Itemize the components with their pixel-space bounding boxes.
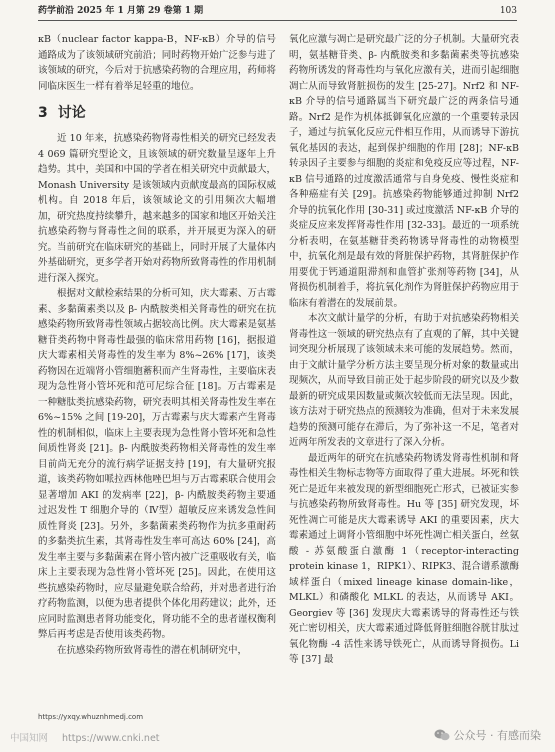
discussion-paragraph-3: 在抗感染药物所致肾毒性的潜在机制研究中， <box>57 644 248 656</box>
section-title: 讨论 <box>57 105 86 121</box>
discussion-paragraph-2: 根据对文献检索结果的分析可知，庆大霉素、万古霉素、多黏菌素类以及 β- 内酰胺类相关肾毒性的研究在抗感染药物所致肾毒性领域占据较高比例。庆大霉素是氨基糖苷类药物中肾毒性最强的临床常用药物 [16]，据报道庆大霉素相关肾毒性的发生率为 8%~26% [17]，该类药物因在近端肾小管细胞蓄积而产生肾毒性，主要临床表现为急性肾小管坏死和范可尼综合征 [18]。万古霉素是一种糖肽类抗感染药物，研究表明其相关肾毒性发生率在 6%~15% 之间 [19-20]，万古霉素与庆大霉素产生肾毒性的机制相似，临床上主要表现为急性肾小管坏死和急性间质性肾炎 [21]。β- 内酰胺类药物相关肾毒性的发生率目前尚无充分的流行病学证据支持 [19]，有大量研究报道，该类药物如哌拉西林他唑巴坦与万古霉素联合使用会显著增加 AKI 的发病率 [22]，β- 内酰胺类药物主要通过迟发性 T 细胞介导的（Ⅳ型）超敏反应来诱发急性间质性肾炎 [23]。另外，多黏菌素类药物作为抗多重耐药的多黏类抗生素，其肾毒性发生率可高达 60% [24]，高发生率主要与多黏菌素在肾小管内被广泛重吸收有关，临床上主要表现为急性肾小管坏死 [25]。因此，在使用这些抗感染药物时，应尽量避免联合给药，并对患者进行治疗药物监测，以便为患者提供个体化用药建议；此外，还应同时监测患者肾功能变化，肾功能不全的患者谨权衡利弊后再考虑是否使用该类药物。 <box>38 288 276 640</box>
footer-url[interactable]: https://yxqy.whuznhmedj.com <box>38 713 144 721</box>
section-heading <box>38 103 276 123</box>
cnki-watermark <box>10 730 160 744</box>
intro-paragraph: κB（nuclear factor kappa-B，NF-κB）介导的信号通路成为了该领域研究前沿；同时药物开始广泛参与进了该领域的研究，今后对于抗感染药物的合理应用，药师将同临床医生一样有着举足轻重的地位。 <box>38 34 276 92</box>
wechat-account: 公众号 · 有感而染 <box>453 729 541 742</box>
header-rule <box>38 20 517 21</box>
page-number: 103 <box>499 6 517 16</box>
cnki-name: 中国知网 <box>10 733 49 744</box>
right-column <box>289 32 519 698</box>
discussion-paragraph-1: 近 10 年来，抗感染药物肾毒性相关的研究已经发表 4 069 篇研究型论文，且该领域的研究数量呈逐年上升趋势。其中，美国和中国的学者在相关研究中贡献最大，Monash University 是该领域内贡献度最高的国际权威机构。自 2018 年后，该领域论文的引用频次大幅增加，研究热度持续攀升，越来越多的国家和地区开始关注抗感染药物与肾毒性之间的联系，并开展更为深入的研究。当前研究在临床研究的基础上，同时开展了大量体内外基础研究，更多学者开始对药物所致肾毒性的作用机制进行深入探究。 <box>38 133 276 284</box>
wechat-watermark <box>434 725 542 747</box>
mechanism-paragraph: 氧化应激与凋亡是研究最广泛的分子机制。大量研究表明，氨基糖苷类、β- 内酰胺类和多黏菌素类等抗感染药物所诱发的肾毒性均与氧化应激有关，进而引起细胞凋亡从而导致肾脏损伤的发生 [25-27]。Nrf2 和 NF-κB 介导的信号通路属当下研究最广泛的两条信号通路。Nrf2 是作为机体抵御氧化应激的一个重要转录因子，通过与抗氧化反应元件相互作用，从而诱导下游抗氧化基因的表达，起到保护细胞的作用 [28]；NF-κB 转录因子主要参与细胞的炎症和免疫反应等过程，NF-κB 信号通路的过度激活通常与自身免疫、慢性炎症和各种癌症有关 [29]。抗感染药物能够通过抑制 Nrf2 介导的抗氧化作用 [30-31] 或过度激活 NF-κB 介导的炎症反应来发挥肾毒性作用 [32-33]。最近的一项系统分析表明，在氨基糖苷类药物诱导肾毒性的动物模型中，抗氧化剂是最有效的肾脏保护药物，其肾脏保护作用要优于钙通道阻滞剂和血管扩张剂等药物 [34]，从肾损伤机制着手，将抗氧化剂作为肾脏保护药物应用于临床有着潜在的发展前景。 <box>289 34 519 309</box>
left-column <box>38 32 276 698</box>
wechat-icon <box>434 729 450 741</box>
recent-progress-paragraph: 最近两年的研究在抗感染药物诱发肾毒性机制和肾毒性相关生物标志物等方面取得了重大进展。坏死和铁死亡是近年来被发现的新型细胞死亡形式，已被证实参与抗感染药物所致肾毒性。Hu 等 [35] 研究发现，坏死性凋亡可能是庆大霉素诱导 AKI 的重要因素，庆大霉素通过上调肾小管细胞中坏死性凋亡相关蛋白，丝氨酸 - 苏氨酸蛋白激酶 1（receptor-interacting protein kinase 1，RIPK1）、RIPK3、混合谱系激酶域样蛋白（mixed lineage kinase domain-like，MLKL）和磷酸化 MLKL 的表达，从而诱导 AKI。Georgiev 等 [36] 发现庆大霉素诱导的肾毒性还与铁死亡密切相关，庆大霉素通过降低肾脏细胞谷胱甘肽过氧化物酶 -4 活性来诱导铁死亡，从而诱导肾损伤。Li 等 [37] 最 <box>289 452 519 665</box>
running-header <box>38 4 517 18</box>
section-number: 3 <box>38 105 48 121</box>
cnki-url: https://www.cnki.net <box>62 733 160 744</box>
journal-info: 药学前沿 2025 年 1 月第 29 卷第 1 期 <box>38 6 204 16</box>
bibliometric-paragraph: 本次文献计量学的分析，有助于对抗感染药物相关肾毒性这一领域的研究热点有了直观的了解，其中关键词突现分析展现了该领域未来可能的发展趋势。然而，由于文献计量学分析方法主要呈现分析对象的数量或出现频次，从而导致目前正处于起步阶段的研究以及少数最新的研究成果因数量或频次较低而无法呈现。因此，该方法对于研究热点的预测较为准确，但对于未来发展趋势的预测可能存在滞后，为了弥补这一不足，笔者对近两年所发表的文章进行了深入分析。 <box>289 313 519 448</box>
